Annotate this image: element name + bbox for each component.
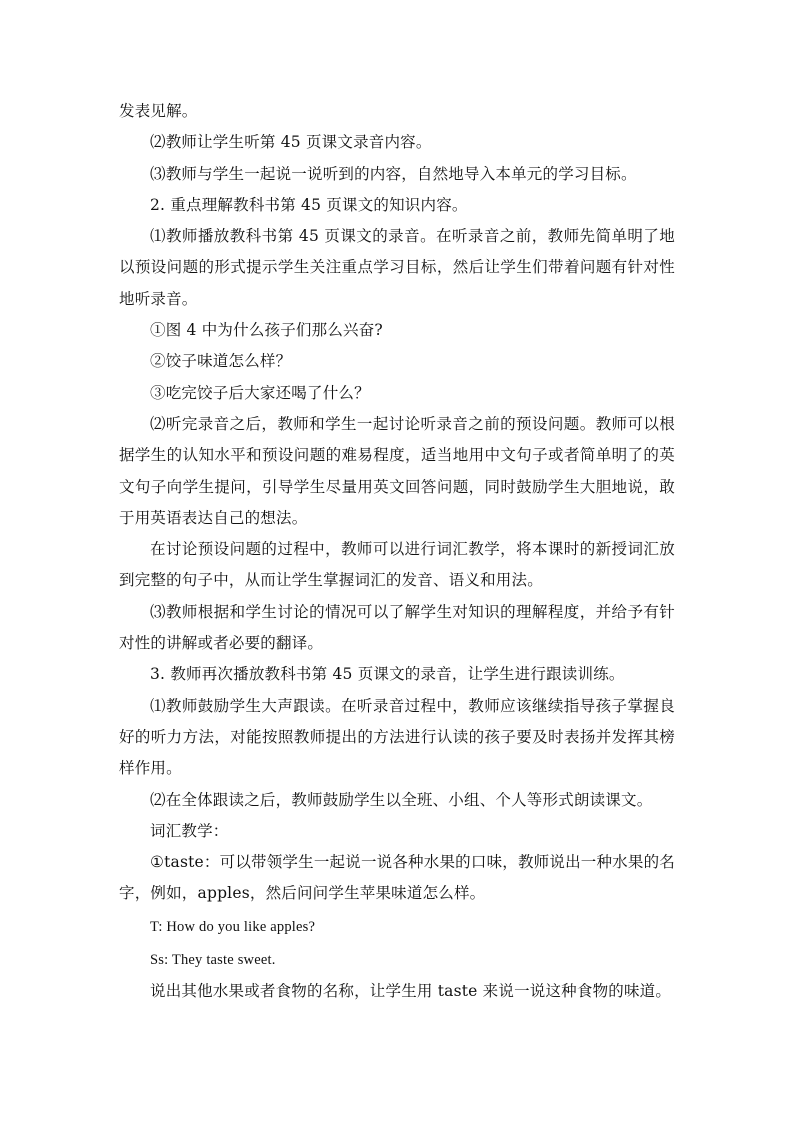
section-heading-2: 2. 重点理解教科书第 45 页课文的知识内容。 [150,195,468,214]
paragraph-vocabulary-intro: 在讨论预设问题的过程中，教师可以进行词汇教学，将本课时的新授词汇放到完整的句子中，从而让学生掌握词汇的发音、语义和用法。 [119,540,675,590]
question-2: ②饺子味道怎么样？ [150,352,292,371]
paragraph-discussion: ⑵听完录音之后，教师和学生一起讨论听录音之前的预设问题。教师可以根据学生的认知水平和预设问题的难易程度，适当地用中文句子或者简单明了的英文句子向学生提问，引导学生尽量用英文回答问题，同时鼓励学生大胆地说，敢于用英语表达自己的想法。 [119,414,675,527]
paragraph-group-reading: ⑵在全体跟读之后，教师鼓励学生以全班、小组、个人等形式朗读课文。 [150,790,653,809]
dialogue-students-line: Ss: They taste sweet. [150,952,276,969]
paragraph-continuation: 发表见解。 [119,102,198,120]
dialogue-teacher-line: T: How do you like apples? [150,918,316,935]
paragraph-explanation: ⑶教师根据和学生讨论的情况可以了解学生对知识的理解程度，并给予有针对性的讲解或者必要的翻译。 [119,602,675,653]
vocabulary-heading: 词汇教学： [150,821,229,840]
paragraph-step-2: ⑵教师让学生听第 45 页课文录音内容。 [150,133,432,152]
question-3: ③吃完饺子后大家还喝了什么？ [150,383,370,402]
section-heading-3: 3. 教师再次播放教科书第 45 页课文的录音，让学生进行跟读训练。 [150,665,625,684]
question-1: ①图 4 中为什么孩子们那么兴奋? [150,321,383,340]
paragraph-read-aloud: ⑴教师鼓励学生大声跟读。在听录音过程中，教师应该继续指导孩子掌握良好的听力方法，对能按照教师提出的方法进行认读的孩子要及时表扬并发挥其榜样作用。 [119,696,675,778]
paragraph-practice-taste: 说出其他水果或者食物的名称，让学生用 taste 来说一说这种食物的味道。 [150,982,672,1001]
paragraph-play-recording: ⑴教师播放教科书第 45 页课文的录音。在听录音之前，教师先简单明了地以预设问题的形式提示学生关注重点学习目标，然后让学生们带着问题有针对性地听录音。 [119,227,675,308]
vocabulary-taste: ①taste：可以带领学生一起说一说各种水果的口味，教师说出一种水果的名字，例如，apples，然后问问学生苹果味道怎么样。 [119,853,675,903]
body-text [119,96,675,1008]
paragraph-step-3: ⑶教师与学生一起说一说听到的内容，自然地导入本单元的学习目标。 [150,164,637,183]
